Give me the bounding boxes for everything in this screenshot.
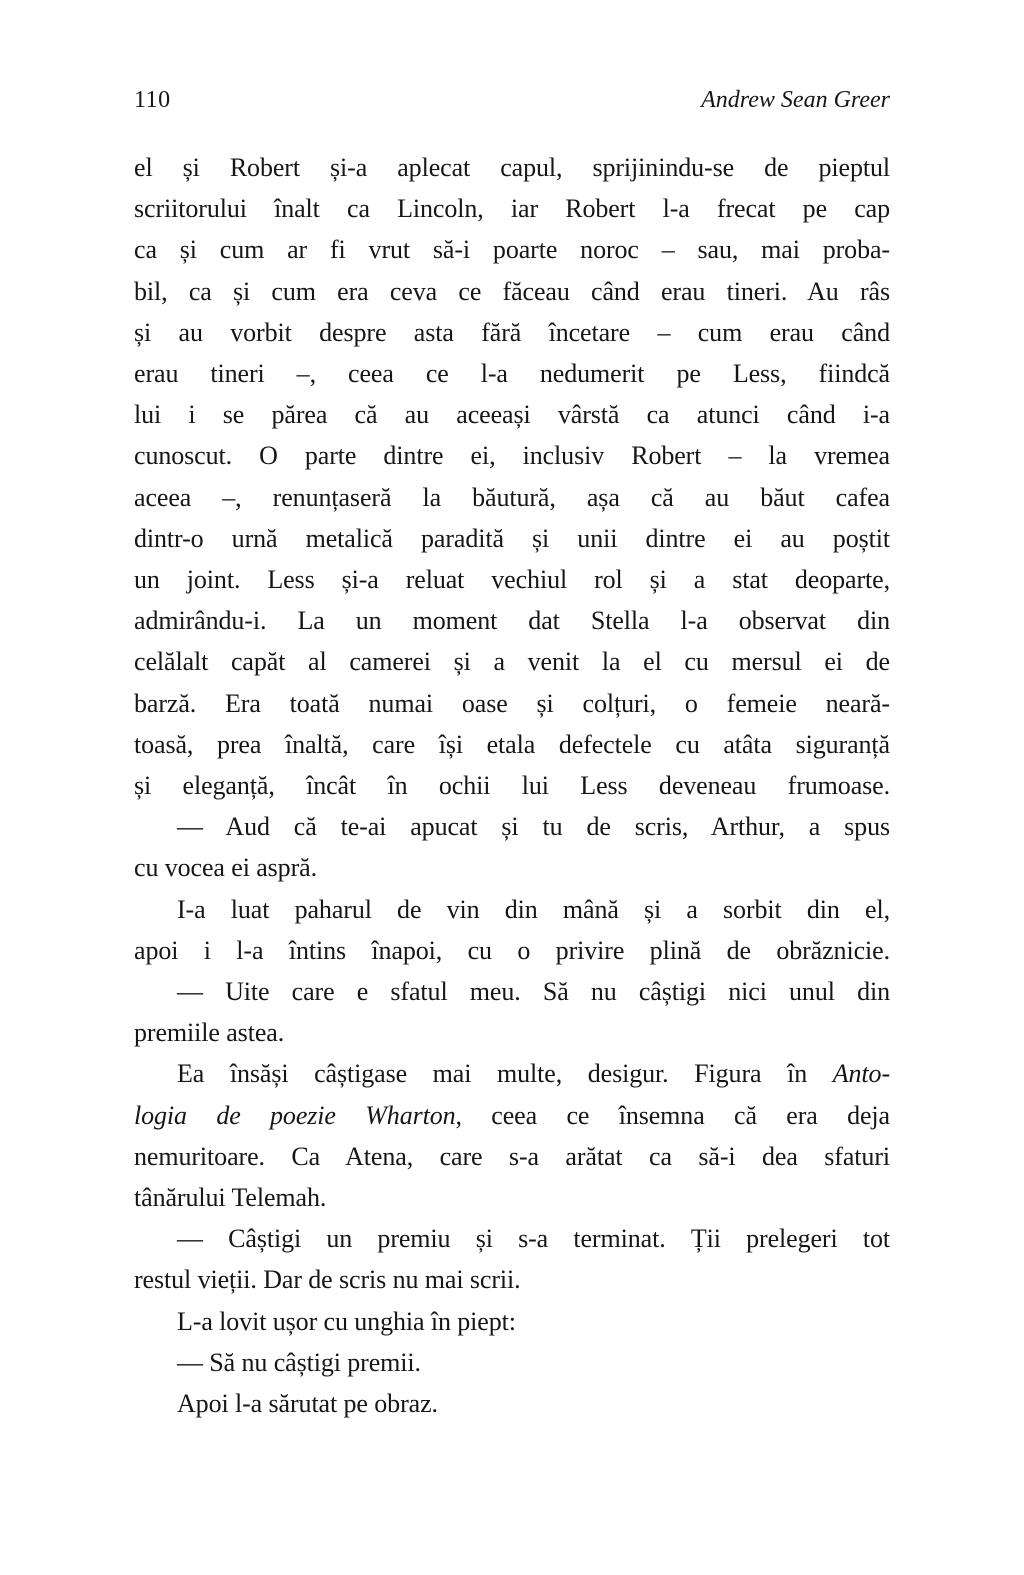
text-segment: scriitorului înalt ca Lincoln, iar Robert l-a frecat pe cap [134,194,890,224]
paragraph [134,1383,890,1424]
text-segment: I-a luat paharul de vin din mână și a sorbit din el, [177,894,890,924]
italic-text-segment: logia de poezie Wharton [134,1100,456,1130]
body-text [134,147,890,1424]
text-segment: lui i se părea că au aceeași vârstă ca atunci când i-a [134,400,890,430]
text-line [134,683,890,724]
text-segment: — Să nu câștigi premii. [177,1347,421,1377]
text-line [134,724,890,765]
page-number: 110 [134,87,171,113]
text-line [134,188,890,229]
text-segment: , ceea ce însemna că era deja [455,1100,890,1130]
text-segment: dintr-o urnă metalică paradită și unii dintre ei au poștit [134,523,890,553]
text-segment: tânărului Telemah. [134,1183,327,1213]
paragraph [134,806,890,888]
text-line [134,847,890,888]
text-segment: Apoi l-a sărutat pe obraz. [177,1389,438,1419]
text-line [134,147,890,188]
text-line [134,641,890,682]
text-segment: nemuritoare. Ca Atena, care s-a arătat ca să-i dea sfaturi [134,1141,890,1171]
text-segment: el și Robert și-a aplecat capul, sprijinindu-se de pieptul [134,153,890,182]
text-segment: și eleganță, încât în ochii lui Less deveneau frumoase. [134,771,890,801]
text-segment: restul vieții. Dar de scris nu mai scrii. [134,1265,521,1295]
text-line [134,806,890,847]
text-line [134,971,890,1012]
text-segment: Ea însăși câștigase mai multe, desigur. Figura în [177,1059,833,1089]
paragraph [134,147,890,806]
paragraph [134,889,890,971]
text-line [134,930,890,971]
text-segment: celălalt capăt al camerei și a venit la el cu mersul ei de [134,647,890,677]
text-line [134,435,890,476]
paragraph [134,971,890,1053]
text-segment: aceea –, renunțaseră la băutură, așa că au băut cafea [134,482,890,512]
text-line [134,394,890,435]
text-segment: admirându-i. La un moment dat Stella l-a observat din [134,606,890,636]
text-line [134,1095,890,1136]
text-line [134,477,890,518]
text-segment: bil, ca și cum era ceva ce făceau când erau tineri. Au râs [134,276,890,306]
text-line [134,1012,890,1053]
text-line [134,600,890,641]
text-segment: și au vorbit despre asta fără încetare – cum erau când [134,317,890,347]
text-segment: — Aud că te-ai apucat și tu de scris, Arthur, a spus [177,812,890,842]
text-segment: L-a lovit ușor cu unghia în piept: [177,1306,516,1336]
text-segment: — Câștigi un premiu și s-a terminat. Ții prelegeri tot [177,1224,890,1254]
text-segment: cu vocea ei aspră. [134,853,317,883]
text-segment: un joint. Less și-a reluat vechiul rol și a stat deoparte, [134,565,890,595]
text-line [134,271,890,312]
text-line [134,312,890,353]
running-header: Andrew Sean Greer [701,87,890,113]
text-line [134,1301,890,1342]
text-line [134,518,890,559]
text-line [134,765,890,806]
italic-text-segment: Anto- [832,1059,890,1089]
paragraph [134,1218,890,1300]
text-segment: ca și cum ar fi vrut să-i poarte noroc – sau, mai proba- [134,235,890,265]
text-segment: — Uite care e sfatul meu. Să nu câștigi nici unul din [177,977,890,1007]
text-line [134,1218,890,1259]
text-line [134,559,890,600]
paragraph [134,1053,890,1218]
page-header [134,86,890,114]
text-line [134,1342,890,1383]
text-line [134,1383,890,1424]
text-segment: toasă, prea înaltă, care își etala defectele cu atâta siguranță [134,729,890,759]
paragraph [134,1342,890,1383]
text-line [134,1136,890,1177]
text-segment: cunoscut. O parte dintre ei, inclusiv Robert – la vremea [134,441,890,471]
text-line [134,1053,890,1094]
text-line [134,229,890,270]
text-segment: erau tineri –, ceea ce l-a nedumerit pe Less, fiindcă [134,359,890,389]
text-line [134,353,890,394]
paragraph [134,1301,890,1342]
text-line [134,1259,890,1300]
text-segment: premiile astea. [134,1018,285,1048]
text-line [134,889,890,930]
text-line [134,1177,890,1218]
text-segment: barză. Era toată numai oase și colțuri, o femeie neară- [134,688,890,718]
text-segment: apoi i l-a întins înapoi, cu o privire plină de obrăznicie. [134,935,890,965]
